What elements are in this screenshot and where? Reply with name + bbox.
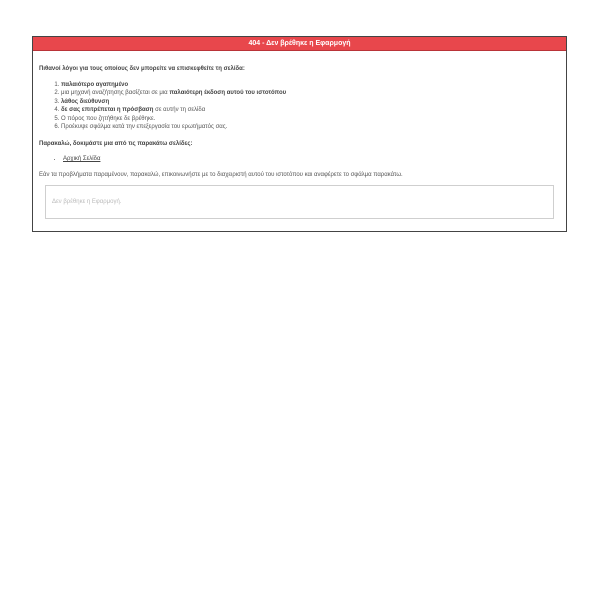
list-item: 5. Ο πόρος που ζητήθηκε δε βρέθηκε. (61, 115, 560, 124)
list-item: 6. Προέκυψε σφάλμα κατά την επεξεργασία του ερωτήματός σας. (61, 123, 560, 132)
reasons-list (39, 81, 560, 132)
error-message-box (45, 185, 554, 219)
error-panel (32, 36, 567, 232)
reasons-title: Πιθανοί λόγοι για τους οποίους δεν μπορείτε να επισκεφθείτε τη σελίδα: (39, 66, 245, 72)
list-item: 2. μια μηχανή αναζήτησης βασίζεται σε μια παλαιότερη έκδοση αυτού του ιστοτόπου (61, 89, 560, 98)
page-title: 404 - Δεν βρέθηκε η Εφαρμογή (248, 40, 351, 47)
contact-note: Εάν τα προβλήματα παραμένουν, παρακαλώ, επικοινωνήστε με το διαχειριστή αυτού του ιστοτόπου και αναφέρετε το σφάλμα παρακάτω. (39, 171, 403, 178)
suggestions-title: Παρακαλώ, δοκιμάστε μια από τις παρακάτω σελίδες: (39, 140, 193, 147)
home-page-link[interactable]: Αρχική Σελίδα (63, 156, 101, 162)
list-item: 4. δε σας επιτρέπεται η πρόσβαση σε αυτήν τη σελίδα (61, 106, 560, 115)
error-content (33, 51, 566, 231)
error-message: Δεν βρέθηκε η Εφαρμογή. (52, 199, 122, 205)
list-item (63, 155, 560, 164)
list-item: 3. λάθος διεύθυνση (61, 98, 560, 107)
suggestions-list (39, 155, 560, 164)
list-item: 1. παλαιότερο αγαπημένο (61, 81, 560, 90)
error-header (33, 37, 566, 51)
